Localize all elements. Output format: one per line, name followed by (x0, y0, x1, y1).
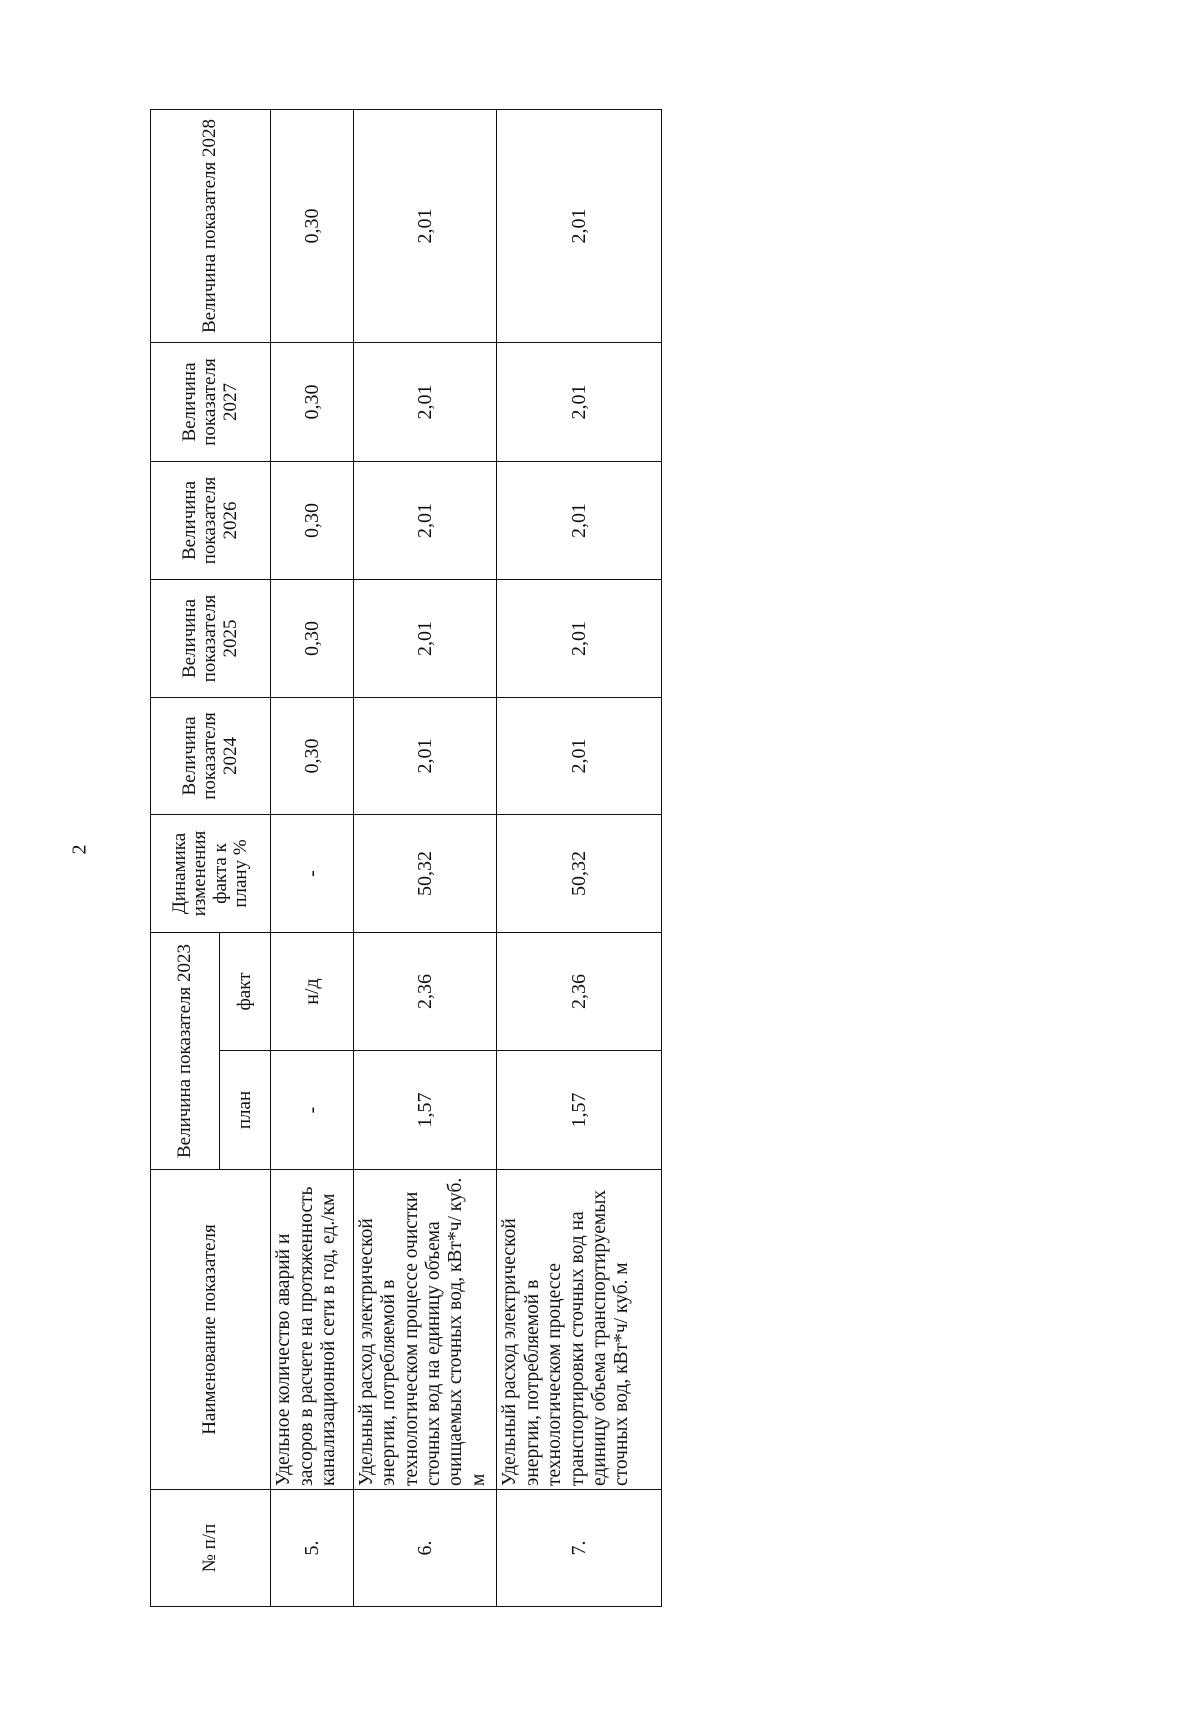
row-2025: 2,01 (497, 580, 662, 698)
table-row (271, 110, 353, 1607)
header-2024: Величина показателя 2024 (151, 698, 271, 815)
row-2027: 0,30 (271, 343, 353, 462)
header-name: Наименование показателя (151, 1170, 271, 1490)
row-2026: 2,01 (353, 462, 497, 580)
row-2027: 2,01 (497, 343, 662, 462)
header-row-1 (151, 110, 220, 1607)
row-num: 7. (497, 1490, 662, 1607)
row-num: 6. (353, 1490, 497, 1607)
row-plan: - (271, 1051, 353, 1170)
rotated-table-container (150, 110, 662, 1607)
row-dynamics: 50,32 (497, 815, 662, 933)
indicators-table (150, 109, 662, 1607)
row-2024: 2,01 (497, 698, 662, 815)
table-row (353, 110, 497, 1607)
row-2028: 2,01 (353, 110, 497, 343)
row-plan: 1,57 (497, 1051, 662, 1170)
header-2027: Величина показателя 2027 (151, 343, 271, 462)
header-dynamics: Динамика изменения факта к плану % (151, 815, 271, 933)
row-fact: 2,36 (353, 933, 497, 1051)
row-name: Удельный расход электрической энергии, потребляемой в технологическом процессе очистки сточных вод на единицу объема очищаемых сточных вод, кВт*ч/ куб. м (353, 1170, 497, 1490)
row-2025: 0,30 (271, 580, 353, 698)
row-fact: 2,36 (497, 933, 662, 1051)
header-2026: Величина показателя 2026 (151, 462, 271, 580)
row-2024: 2,01 (353, 698, 497, 815)
row-2028: 2,01 (497, 110, 662, 343)
row-2027: 2,01 (353, 343, 497, 462)
header-2028: Величина показателя 2028 (151, 110, 271, 343)
header-fact: факт (219, 933, 270, 1051)
page-number: 2 (68, 844, 91, 855)
row-2025: 2,01 (353, 580, 497, 698)
row-2024: 0,30 (271, 698, 353, 815)
row-dynamics: 50,32 (353, 815, 497, 933)
row-2026: 2,01 (497, 462, 662, 580)
row-dynamics: - (271, 815, 353, 933)
row-plan: 1,57 (353, 1051, 497, 1170)
header-2023: Величина показателя 2023 (151, 933, 220, 1170)
row-fact: н/д (271, 933, 353, 1051)
header-num: № п/п (151, 1490, 271, 1607)
row-num: 5. (271, 1490, 353, 1607)
header-2025: Величина показателя 2025 (151, 580, 271, 698)
table-row (497, 110, 662, 1607)
row-name: Удельный расход электрической энергии, потребляемой в технологическом процессе транспортировки сточных вод на единицу объема транспортируемых сточных вод, кВт*ч/ куб. м (497, 1170, 662, 1490)
header-plan: план (219, 1051, 270, 1170)
row-name: Удельное количество аварий и засоров в расчете на протяженность канализационной сети в год, ед./км (271, 1170, 353, 1490)
row-2026: 0,30 (271, 462, 353, 580)
row-2028: 0,30 (271, 110, 353, 343)
